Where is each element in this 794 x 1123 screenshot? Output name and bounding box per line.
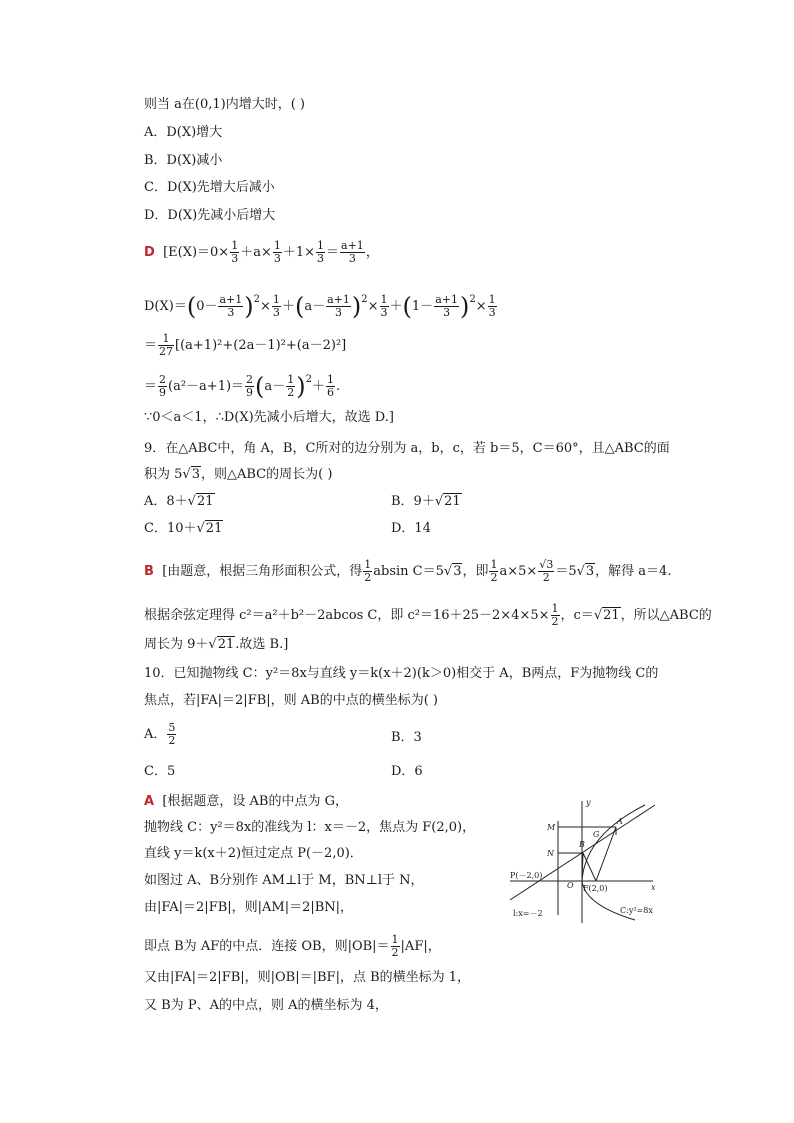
q10-option-d: D．6: [391, 764, 423, 779]
label-curve: C:y²=8x: [620, 906, 653, 915]
fraction: $\frac{1}{3}$: [273, 239, 281, 265]
sol10-line6: 即点 B为 AF的中点．连接 OB，则|OB|＝ $\frac{1}{2}$ |AF|，: [144, 933, 441, 959]
sol8-conclusion: ∵0＜a＜1，∴D(X)先减小后增大，故选 D.]: [144, 410, 394, 425]
sol10-answer: A: [144, 794, 155, 809]
sol9-line3: 周长为 9＋√21.故选 B.]: [144, 637, 289, 652]
q8-stem: 则当 a在(0,1)内增大时，( ): [144, 97, 305, 112]
label-p: P(－2,0): [510, 871, 543, 880]
q9-option-d: D．14: [391, 521, 431, 536]
sol9-answer: B: [144, 564, 154, 579]
sol8-answer: D: [144, 245, 155, 260]
q10-option-b: B．3: [391, 730, 422, 745]
sol8-line-dx: D(X)＝(0－ $\frac{a+1}{3}$ )$^2$× $\frac{1}{3}$ ＋(a－ $\frac{a+1}{3}$ )$^2$× $\frac{1}{3}$ ＋(1－ $\frac{a+1}{3}$ )$^2$× $\frac{1}{3}$: [144, 292, 496, 321]
sol10-line7: 又由|FA|＝2|FB|，则|OB|＝|BF|，点 B的横坐标为 1，: [144, 970, 471, 985]
sol10-line8: 又 B为 P、A的中点，则 A的横坐标为 4，: [144, 998, 388, 1013]
parabola-upper: [582, 805, 645, 881]
q9-option-c: C．10＋√21: [144, 521, 223, 536]
label-o: O: [567, 881, 574, 890]
segment-bf: [583, 853, 596, 881]
sol9-line1: B [由题意，根据三角形面积公式，得 $\frac{1}{2}$ absin C＝5√3，即 $\frac{1}{2}$ a×5× $\frac{√3}{2}$ ＝5√3，解得 a＝4.: [144, 558, 672, 584]
ex-prefix: [E(X)＝0×: [163, 245, 230, 260]
sol10-line1: A [根据题意，设 AB的中点为 G，: [144, 794, 348, 809]
q10-stem-line1: 10．已知抛物线 C：y²＝8x与直线 y＝k(x＋2)(k＞0)相交于 A，B两点，F为抛物线 C的: [144, 666, 659, 681]
sol10-line4: 如图过 A、B分别作 AM⊥l于 M，BN⊥l于 N，: [144, 873, 424, 888]
q8-option-b: B．D(X)减小: [144, 153, 223, 168]
q10-option-c: C．5: [144, 764, 176, 779]
q9-option-b: B．9＋√21: [391, 494, 461, 509]
sol9-line2: 根据余弦定理得 c²＝a²＋b²－2abcos C，即 c²＝16＋25－2×4×5× $\frac{1}{2}$ ，c＝√21，所以△ABC的: [144, 602, 712, 628]
sol8-line-3: ＝ $\frac{1}{27}$ [(a+1)²+(2a－1)²+(a－2)²]: [144, 332, 347, 358]
fraction: $\frac{1}{3}$: [317, 239, 325, 265]
label-y: y: [586, 798, 591, 807]
label-g: G: [593, 830, 600, 839]
q8-option-c: C．D(X)先增大后减小: [144, 180, 275, 195]
q9-stem-line2: 积为 5√3，则△ABC的周长为( ): [144, 467, 333, 482]
label-x: x: [651, 883, 656, 892]
parabola-figure: [505, 795, 665, 925]
q9-stem-line1: 9．在△ABC中，角 A，B，C所对的边分别为 a，b，c，若 b＝5，C＝60°，且△ABC的面: [144, 441, 670, 456]
label-directrix: l:x=－2: [513, 909, 543, 918]
label-f: F(2,0): [583, 884, 608, 893]
sol8-line-ex: D [E(X)＝0× $\frac{1}{3}$ ＋a× $\frac{1}{3}$ ＋1× $\frac{1}{3}$ ＝ $\frac{a+1}{3}$ ，: [144, 239, 379, 265]
sol10-line2: 抛物线 C：y²＝8x的准线为 l：x＝－2，焦点为 F(2,0)，: [144, 820, 476, 835]
q8-option-a: A．D(X)增大: [144, 125, 223, 140]
dx-prefix: D(X)＝: [144, 299, 187, 314]
fraction: $\frac{1}{3}$: [231, 239, 239, 265]
q9-option-a: A．8＋√21: [144, 494, 214, 509]
sol10-line3: 直线 y＝k(x＋2)恒过定点 P(－2,0)．: [144, 846, 363, 861]
label-a: A: [617, 817, 623, 826]
label-b: B: [579, 840, 585, 849]
sol8-line-4: ＝ $\frac{2}{9}$ (a²－a+1)＝ $\frac{2}{9}$ (a－ $\frac{1}{2}$ )$^2$＋ $\frac{1}{6}$ .: [144, 372, 341, 401]
label-m: M: [547, 823, 556, 832]
fraction: $\frac{a+1}{3}$: [341, 239, 364, 265]
q8-option-d: D．D(X)先减小后增大: [144, 208, 276, 223]
q10-stem-line2: 焦点，若|FA|＝2|FB|，则 AB的中点的横坐标为( ): [144, 693, 438, 708]
sol10-line5: 由|FA|＝2|FB|，则|AM|＝2|BN|，: [144, 900, 354, 915]
q10-option-a: A． $\frac{5}{2}$: [144, 721, 176, 747]
label-n: N: [547, 849, 554, 858]
